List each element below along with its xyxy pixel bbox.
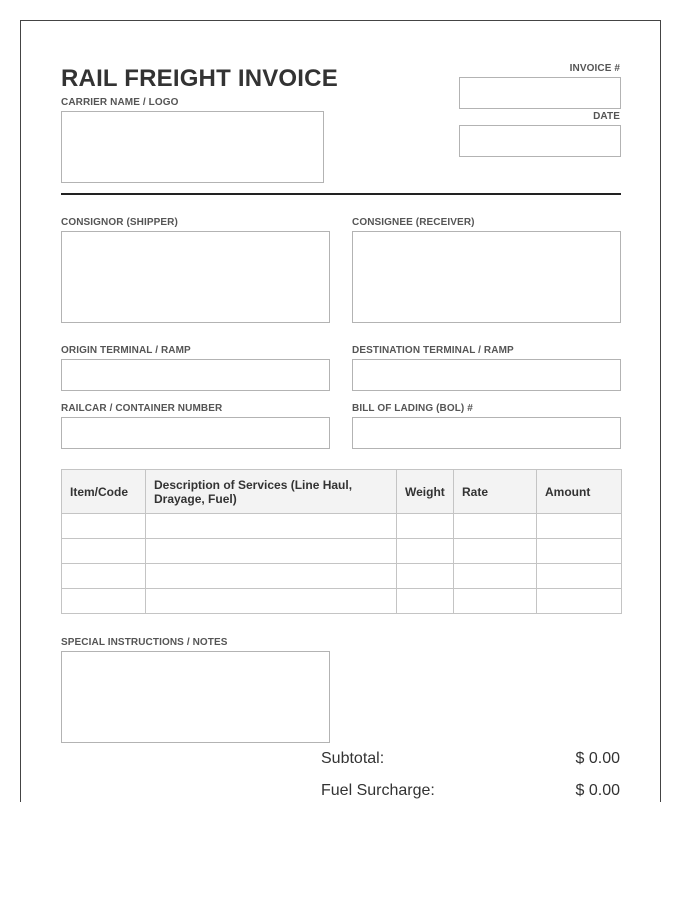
table-header-row <box>62 470 622 514</box>
table-row <box>62 539 622 564</box>
destination-terminal-field[interactable] <box>352 359 621 391</box>
date-field[interactable] <box>459 125 621 157</box>
weight-cell[interactable] <box>397 589 454 614</box>
description-cell[interactable] <box>146 514 397 539</box>
column-header-description: Description of Services (Line Haul, Drayage, Fuel) <box>146 470 397 514</box>
railcar-number-field[interactable] <box>61 417 330 449</box>
consignee-label: CONSIGNEE (RECEIVER) <box>352 217 475 228</box>
bol-number-label: BILL OF LADING (BOL) # <box>352 403 473 414</box>
description-cell[interactable] <box>146 589 397 614</box>
header-divider <box>61 193 621 195</box>
fuel-surcharge-label: Fuel Surcharge: <box>321 782 435 799</box>
amount-cell[interactable] <box>537 564 622 589</box>
railcar-number-label: RAILCAR / CONTAINER NUMBER <box>61 403 223 414</box>
invoice-title: RAIL FREIGHT INVOICE <box>61 65 338 92</box>
invoice-number-label: INVOICE # <box>569 63 620 74</box>
description-cell[interactable] <box>146 564 397 589</box>
line-items-table <box>61 469 622 614</box>
destination-terminal-label: DESTINATION TERMINAL / RAMP <box>352 345 514 356</box>
item-code-cell[interactable] <box>62 589 146 614</box>
amount-cell[interactable] <box>537 514 622 539</box>
weight-cell[interactable] <box>397 539 454 564</box>
consignor-label: CONSIGNOR (SHIPPER) <box>61 217 178 228</box>
table-row <box>62 514 622 539</box>
table-row <box>62 564 622 589</box>
consignor-field[interactable] <box>61 231 330 323</box>
rate-cell[interactable] <box>454 564 537 589</box>
origin-terminal-label: ORIGIN TERMINAL / RAMP <box>61 345 191 356</box>
subtotal-label: Subtotal: <box>321 750 385 767</box>
column-header-amount: Amount <box>537 470 622 514</box>
weight-cell[interactable] <box>397 564 454 589</box>
column-header-rate: Rate <box>454 470 537 514</box>
amount-cell[interactable] <box>537 589 622 614</box>
rate-cell[interactable] <box>454 589 537 614</box>
item-code-cell[interactable] <box>62 539 146 564</box>
date-label: DATE <box>593 111 620 122</box>
item-code-cell[interactable] <box>62 514 146 539</box>
column-header-weight: Weight <box>397 470 454 514</box>
item-code-cell[interactable] <box>62 564 146 589</box>
carrier-name-label: CARRIER NAME / LOGO <box>61 97 179 108</box>
table-row <box>62 589 622 614</box>
invoice-number-field[interactable] <box>459 77 621 109</box>
fuel-surcharge-value: $ 0.00 <box>575 782 620 799</box>
origin-terminal-field[interactable] <box>61 359 330 391</box>
special-instructions-field[interactable] <box>61 651 330 743</box>
description-cell[interactable] <box>146 539 397 564</box>
rate-cell[interactable] <box>454 514 537 539</box>
invoice-page <box>20 20 661 802</box>
column-header-item-code: Item/Code <box>62 470 146 514</box>
bol-number-field[interactable] <box>352 417 621 449</box>
amount-cell[interactable] <box>537 539 622 564</box>
subtotal-value: $ 0.00 <box>575 750 620 767</box>
rate-cell[interactable] <box>454 539 537 564</box>
special-instructions-label: SPECIAL INSTRUCTIONS / NOTES <box>61 637 228 648</box>
carrier-name-field[interactable] <box>61 111 324 183</box>
weight-cell[interactable] <box>397 514 454 539</box>
consignee-field[interactable] <box>352 231 621 323</box>
